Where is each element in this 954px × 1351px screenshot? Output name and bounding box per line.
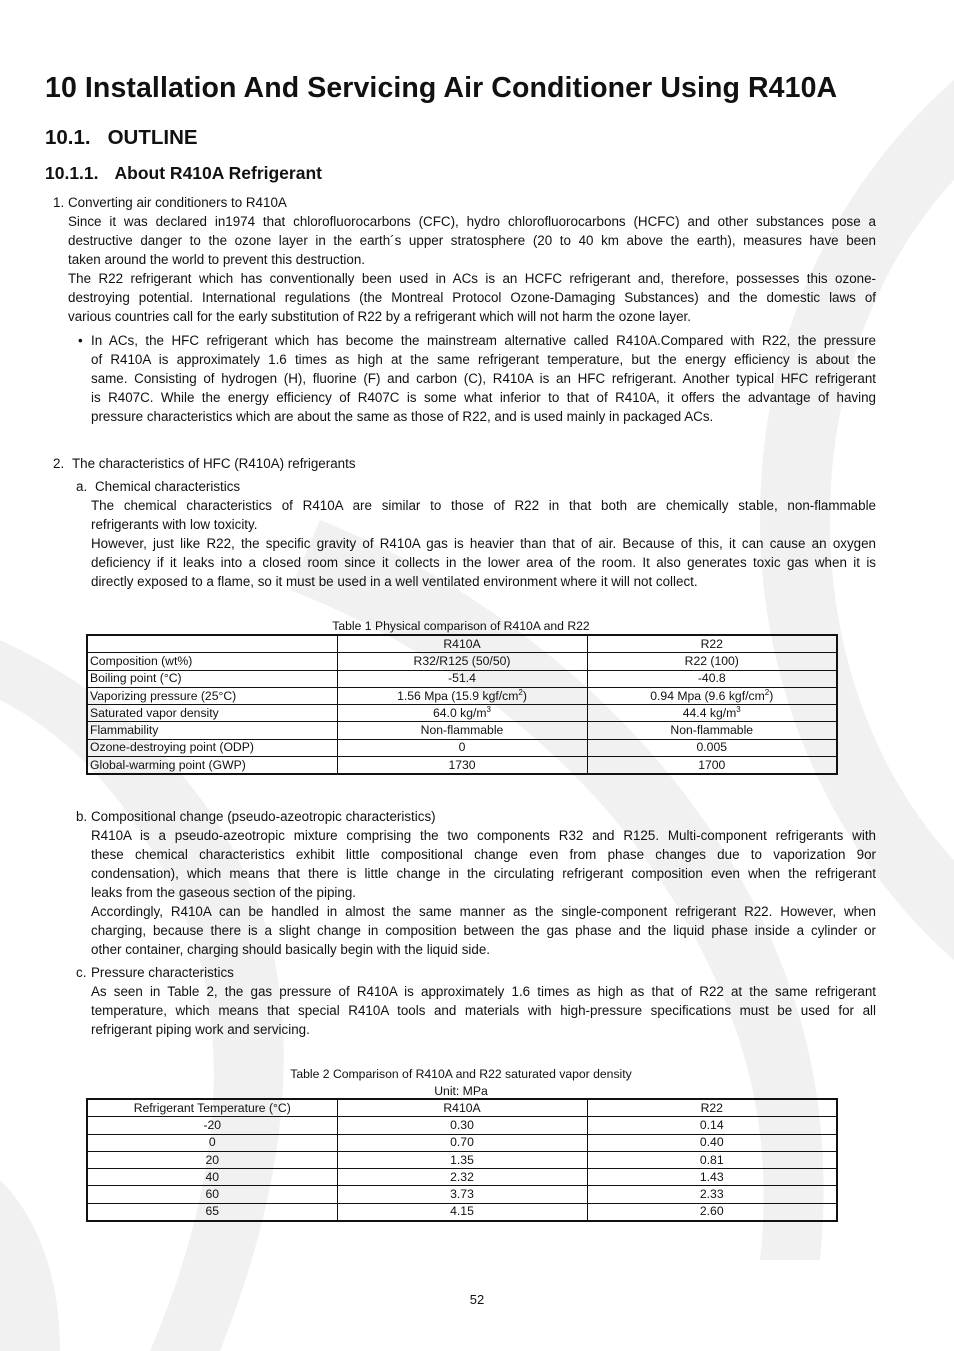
table-row	[87, 1203, 837, 1221]
table-header-cell: R22	[587, 1099, 837, 1117]
table-cell: 1700	[587, 757, 837, 775]
table-cell: R32/R125 (50/50)	[337, 653, 587, 670]
table-cell: Boiling point (°C)	[87, 670, 337, 687]
item2b-heading: Compositional change (pseudo-azeotropic characteristics)	[91, 809, 436, 824]
table-cell: -51.4	[337, 670, 587, 687]
item2a-p2-line: However, just like R22, the specific gravity of R410A gas is heavier than that of air. Because of this, it can cause an oxygen	[91, 536, 876, 551]
table2-unit: Unit: MPa	[434, 1084, 488, 1098]
table-cell: Ozone-destroying point (ODP)	[87, 739, 337, 756]
subsection-number: 10.1.1.	[45, 163, 99, 183]
table-cell: Saturated vapor density	[87, 705, 337, 722]
table-cell: 0.14	[587, 1117, 837, 1134]
table-cell: 60	[87, 1186, 337, 1203]
table-cell: 0.70	[337, 1134, 587, 1151]
bullet-line: is R407C. While the energy efficiency of R407C is some what inferior to that of R410A, it offers the advantage of having	[91, 390, 876, 405]
table2-caption: Table 2 Comparison of R410A and R22 saturated vapor density	[290, 1067, 632, 1081]
item2b-p1-line: these chemical characteristics exhibit little compositional change even from phase changes due to vaporization 9or	[91, 847, 876, 862]
item1-p2-line: destroying potential. International regulations (the Montreal Protocol Ozone-Damaging Substances) and the domestic laws of	[68, 290, 876, 305]
table-cell: 2.32	[337, 1169, 587, 1186]
table-cell: 0.005	[587, 739, 837, 756]
table-header-cell	[87, 635, 337, 653]
table1	[86, 634, 838, 775]
table-row	[87, 1169, 837, 1186]
item2b-p1-line: leaks from the gaseous section of the piping.	[91, 885, 356, 900]
subsection-heading	[45, 163, 322, 184]
table-cell: R22 (100)	[587, 653, 837, 670]
table-cell: -20	[87, 1117, 337, 1134]
table-row	[87, 705, 837, 722]
item1-p2-line: various countries call for the early substitution of R22 by a refrigerant which will not harm the ozone layer.	[68, 309, 691, 324]
table-header-cell: R22	[587, 635, 837, 653]
item2c-p1-line: As seen in Table 2, the gas pressure of R410A is approximately 1.6 times as high as that of R22 at the same refrigerant	[91, 984, 876, 999]
table-cell: 44.4 $kg/m^3$	[587, 705, 837, 722]
item2a-p2-line: directly exposed to a flame, so it must be used in a well ventilated environment where it will not collect.	[91, 574, 698, 589]
table-header-row	[87, 1099, 837, 1117]
table-cell: 4.15	[337, 1203, 587, 1221]
table-cell: Vaporizing pressure (25°C)	[87, 687, 337, 704]
table-row	[87, 1151, 837, 1168]
table-cell: 3.73	[337, 1186, 587, 1203]
table1-caption: Table 1 Physical comparison of R410A and R22	[332, 619, 590, 633]
bullet-line: same. Consisting of hydrogen (H), fluorine (F) and carbon (C), R410A is an HFC refrigerant. Another typical HFC refrigerant	[91, 371, 876, 386]
table2	[86, 1098, 838, 1222]
item2b-p1-line: R410A is a pseudo-azeotropic mixture comprising the two components R32 and R125. Multi-component refrigerants with	[91, 828, 876, 843]
section-heading	[45, 126, 198, 150]
item2a-p1-line: refrigerants with low toxicity.	[91, 517, 258, 532]
table-cell: 40	[87, 1169, 337, 1186]
table-cell: 0	[87, 1134, 337, 1151]
table-row	[87, 1117, 837, 1134]
item2c-marker: c.	[76, 965, 87, 980]
table-header-row	[87, 635, 837, 653]
table-cell: 1730	[337, 757, 587, 775]
table-cell: 20	[87, 1151, 337, 1168]
item2b-p2-line: charging, because there is a slight change in composition between the gas phase and the liquid phase inside a cylinder or	[91, 923, 876, 938]
table-cell: 2.60	[587, 1203, 837, 1221]
bullet-line: of R410A is approximately 1.6 times as high at the same refrigerant temperature, but the energy efficiency is about the	[91, 352, 876, 367]
bullet-line: pressure characteristics which are about the same as those of R22, and is used mainly in packaged ACs.	[91, 409, 714, 424]
table-row	[87, 1186, 837, 1203]
section-label: OUTLINE	[107, 126, 198, 149]
table-cell: 65	[87, 1203, 337, 1221]
bullet-icon: •	[78, 333, 83, 348]
item2b-p2-line: Accordingly, R410A can be handled in almost the same manner as the single-component refrigerant R22. However, when	[91, 904, 876, 919]
item2a-heading: Chemical characteristics	[95, 479, 241, 494]
table-row	[87, 653, 837, 670]
item1-p1-line: Since it was declared in1974 that chlorofluorocarbons (CFC), hydro chlorofluorocarbons (HCFC) and other substances pose a	[68, 214, 876, 229]
table-cell: Global-warming point (GWP)	[87, 757, 337, 775]
table-row	[87, 1134, 837, 1151]
item2-heading: The characteristics of HFC (R410A) refrigerants	[72, 456, 356, 471]
table-cell: 1.43	[587, 1169, 837, 1186]
item2a-marker: a.	[76, 479, 88, 494]
table-cell: 0.94 Mpa (9.6 kgf/$cm^2$)	[587, 687, 837, 704]
item2b-marker: b.	[76, 809, 88, 824]
table-cell: Non-flammable	[337, 722, 587, 739]
table-header-cell: R410A	[337, 1099, 587, 1117]
table-cell: Non-flammable	[587, 722, 837, 739]
table-row	[87, 739, 837, 756]
table-cell: Flammability	[87, 722, 337, 739]
item1-p2-line: The R22 refrigerant which has conventionally been used in ACs is an HCFC refrigerant and, therefore, possesses this ozone-	[68, 271, 876, 286]
table-header-cell: Refrigerant Temperature (°C)	[87, 1099, 337, 1117]
table-cell: 1.35	[337, 1151, 587, 1168]
bullet-line: In ACs, the HFC refrigerant which has become the mainstream alternative called R410A.Compared with R22, the pressure	[91, 333, 876, 348]
item2c-heading: Pressure characteristics	[91, 965, 234, 980]
page-title: 10 Installation And Servicing Air Conditioner Using R410A	[45, 72, 838, 104]
item1-heading: Converting air conditioners to R410A	[68, 195, 287, 210]
table-cell: 0.81	[587, 1151, 837, 1168]
table-row	[87, 670, 837, 687]
table-cell: 0.40	[587, 1134, 837, 1151]
table-cell: 1.56 Mpa (15.9 kgf/$cm^2$)	[337, 687, 587, 704]
item2a-p2-line: deficiency if it leaks into a closed room since it collects in the lower area of the room. It also generates toxic gas when it is	[91, 555, 876, 570]
item1-p1-line: taken around the world to prevent this destruction.	[68, 252, 366, 267]
table-cell: Composition (wt%)	[87, 653, 337, 670]
item2b-p1-line: condensation), which means that there is little change in the circulating refrigerant composition even when the refrigerant	[91, 866, 876, 881]
page-number: 52	[469, 1292, 485, 1307]
table-cell: -40.8	[587, 670, 837, 687]
item2b-p2-line: other container, charging should basically begin with the liquid side.	[91, 942, 490, 957]
item1-p1-line: destructive danger to the ozone layer in the earth´s upper stratosphere (20 to 40 km above the earth), measures have been	[68, 233, 876, 248]
item2c-p1-line: temperature, which means that special R410A tools and materials with high-pressure specifications must be used for all	[91, 1003, 876, 1018]
table-row	[87, 722, 837, 739]
item2a-p1-line: The chemical characteristics of R410A are similar to those of R22 in that both are chemically stable, non-flammable	[91, 498, 876, 513]
table-cell: 0.30	[337, 1117, 587, 1134]
table-cell: 64.0 $kg/m^3$	[337, 705, 587, 722]
section-number: 10.1.	[45, 126, 91, 149]
table-row	[87, 687, 837, 704]
item2-marker: 2.	[53, 456, 65, 471]
subsection-label: About R410A Refrigerant	[114, 163, 322, 183]
table-cell: 0	[337, 739, 587, 756]
table-header-cell: R410A	[337, 635, 587, 653]
table-row	[87, 757, 837, 775]
table-cell: 2.33	[587, 1186, 837, 1203]
item1-marker: 1.	[53, 195, 65, 210]
item2c-p1-line: refrigerant piping work and servicing.	[91, 1022, 310, 1037]
